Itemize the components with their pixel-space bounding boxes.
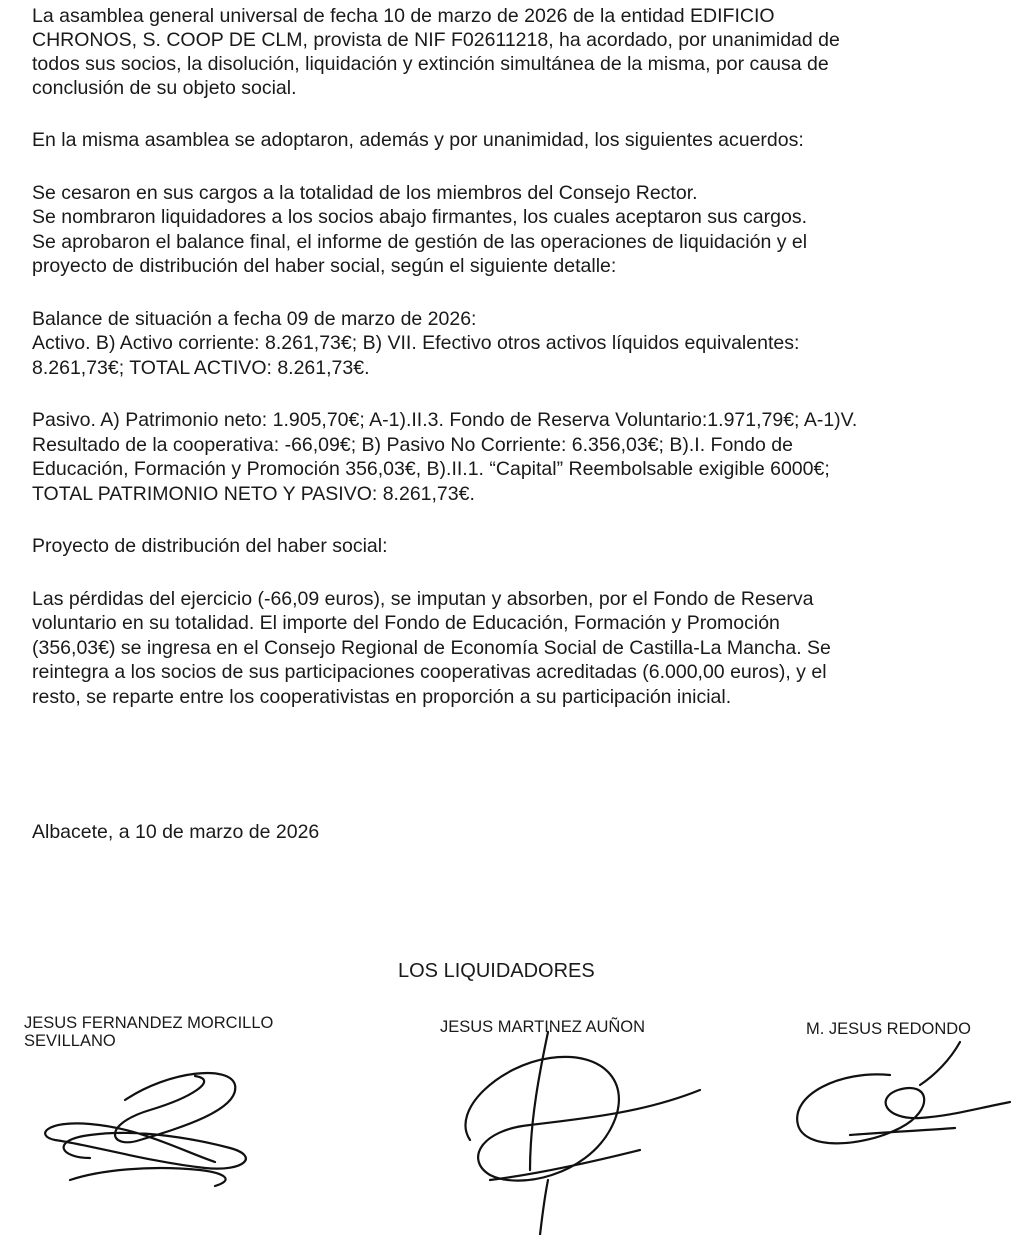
signer-name-line: JESUS MARTINEZ AUÑON <box>440 1018 646 1036</box>
balance-line: Balance de situación a fecha 09 de marzo de 2026: <box>32 307 477 330</box>
distribution-title: Proyecto de distribución del haber social: <box>32 535 388 557</box>
signer-name-line: M. JESUS REDONDO <box>806 1020 972 1038</box>
balance-line: Pasivo. A) Patrimonio neto: 1.905,70€; A-1).II.3. Fondo de Reserva Voluntario:1.971,79€; A-1)V. <box>32 409 858 431</box>
distribution-line: reintegra a los socios de sus participaciones cooperativas acreditadas (6.000,00 euros), y el <box>32 661 827 683</box>
signatures-header: LOS LIQUIDADORES <box>398 960 595 982</box>
document-body <box>32 4 1000 709</box>
intro-line: conclusión de su objeto social. <box>32 77 297 99</box>
agreement-line: Se cesaron en sus cargos a la totalidad de los miembros del Consejo Rector. <box>32 181 698 204</box>
place-date: Albacete, a 10 de marzo de 2026 <box>32 821 320 843</box>
balance-line: TOTAL PATRIMONIO NETO Y PASIVO: 8.261,73€. <box>32 482 475 505</box>
balance-passive-paragraph <box>32 408 1000 506</box>
signer-name-line: SEVILLANO <box>24 1032 116 1050</box>
agreement-line: Se aprobaron el balance final, el informe de gestión de las operaciones de liquidación y el <box>32 230 808 253</box>
agreement-line: proyecto de distribución del haber social, según el siguiente detalle: <box>32 255 617 277</box>
intro-line: La asamblea general universal de fecha 10 de marzo de 2026 de la entidad EDIFICIO <box>32 5 775 27</box>
intro-paragraph <box>32 4 1000 100</box>
distribution-paragraph <box>32 587 1000 710</box>
distribution-line: voluntario en su totalidad. El importe del Fondo de Educación, Formación y Promoción <box>32 612 780 634</box>
signature-image <box>430 1030 710 1235</box>
distribution-line: resto, se reparte entre los cooperativistas en proporción a su participación inicial. <box>32 685 732 708</box>
balance-line: Educación, Formación y Promoción 356,03€, B).II.1. “Capital” Reembolsable exigible 6000€; <box>32 458 830 480</box>
balance-line: Resultado de la cooperativa: -66,09€; B) Pasivo No Corriente: 6.356,03€; B).I. Fondo de <box>32 433 793 456</box>
balance-active-paragraph <box>32 307 1000 381</box>
agreement-line: Se nombraron liquidadores a los socios abajo firmantes, los cuales aceptaron sus cargos. <box>32 206 808 228</box>
signer-name <box>806 1020 971 1038</box>
balance-line: Activo. B) Activo corriente: 8.261,73€; B) VII. Efectivo otros activos líquidos equivalentes: <box>32 332 800 354</box>
agreements-intro: En la misma asamblea se adoptaron, además y por unanimidad, los siguientes acuerdos: <box>32 129 804 151</box>
intro-line: todos sus socios, la disolución, liquidación y extinción simultánea de la misma, por causa de <box>32 53 829 75</box>
distribution-line: (356,03€) se ingresa en el Consejo Regional de Economía Social de Castilla-La Mancha. Se <box>32 636 831 659</box>
intro-line: CHRONOS, S. COOP DE CLM, provista de NIF F02611218, ha acordado, por unanimidad de <box>32 29 840 51</box>
agreements-paragraph <box>32 181 1000 279</box>
balance-line: 8.261,73€; TOTAL ACTIVO: 8.261,73€. <box>32 356 370 379</box>
signature-image <box>780 1040 1020 1160</box>
distribution-line: Las pérdidas del ejercicio (-66,09 euros), se imputan y absorben, por el Fondo de Reserva <box>32 587 814 610</box>
signer-name-line: JESUS FERNANDEZ MORCILLO <box>24 1014 274 1032</box>
signature-image <box>30 1040 280 1190</box>
